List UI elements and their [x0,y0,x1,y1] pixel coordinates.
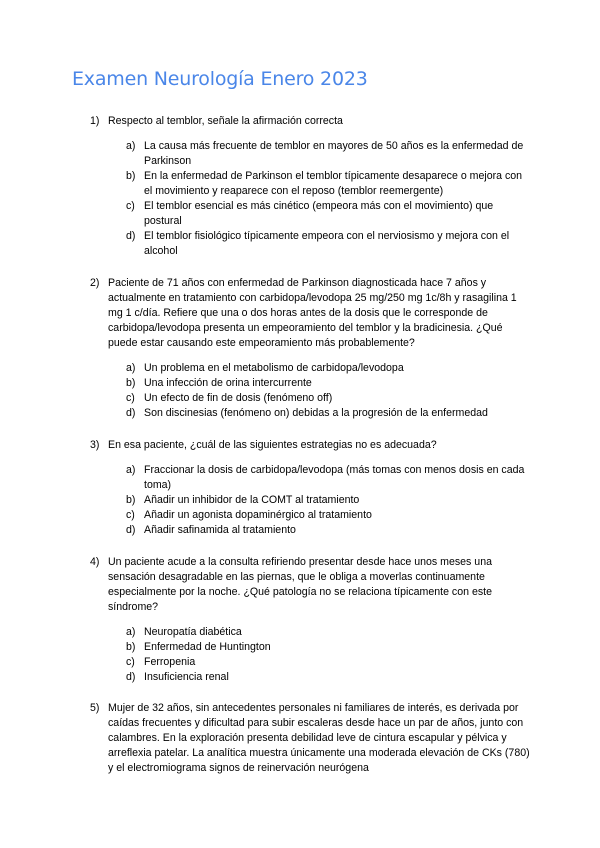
option-text: La causa más frecuente de temblor en mayores de 50 años es la enfermedad de Parkinson [144,140,524,167]
option-a [126,361,530,376]
option-letter: b) [126,641,136,653]
option-text: Una infección de orina intercurrente [144,377,312,389]
question-3 [90,438,530,538]
question-text: Respecto al temblor, señale la afirmación correcta [108,115,343,127]
option-letter: a) [126,464,136,476]
option-c [126,391,530,406]
option-list [126,463,530,538]
question-number: 2) [90,277,100,289]
question-1 [90,114,530,259]
option-text: Un problema en el metabolismo de carbidopa/levodopa [144,362,404,374]
option-d [126,229,530,259]
option-c [126,655,530,670]
question-number: 4) [90,556,100,568]
option-text: Fraccionar la dosis de carbidopa/levodopa (más tomas con menos dosis en cada toma) [144,464,525,491]
option-text: El temblor esencial es más cinético (empeora más con el movimiento) que postural [144,200,494,227]
option-letter: c) [126,392,135,404]
option-c [126,508,530,523]
option-letter: b) [126,170,136,182]
option-b [126,640,530,655]
option-c [126,199,530,229]
option-text: En la enfermedad de Parkinson el temblor típicamente desaparece o mejora con el movimiento y reaparece con el reposo (temblor reemergente) [144,170,523,197]
question-2 [90,276,530,421]
option-list [126,361,530,421]
option-list [126,139,530,259]
option-text: Ferropenia [144,656,196,668]
option-letter: d) [126,671,136,683]
question-text: Paciente de 71 años con enfermedad de Parkinson diagnosticada hace 7 años y actualmente en tratamiento con carbidopa/levodopa 25 mg/250 mg 1c/8h y rasagilina 1 mg 1 c/día. Refiere que una o dos horas antes de la dosis que le corresponde de carbidopa/levodopa presenta un empeoramiento del temblor y la bradicinesia. ¿Qué puede estar causando este empeoramiento más probablemente? [108,277,517,349]
option-text: Enfermedad de Huntington [144,641,271,653]
page-title: Examen Neurología Enero 2023 [72,68,368,90]
option-letter: a) [126,140,136,152]
question-number: 5) [90,702,100,714]
option-letter: a) [126,626,136,638]
question-number: 3) [90,439,100,451]
question-text: Mujer de 32 años, sin antecedentes personales ni familiares de interés, es derivada por caídas frecuentes y dificultad para subir escaleras desde hace un par de años, junto con calambres. En la exploración presenta debilidad leve de cintura escapular y pélvica y arreflexia patelar. La analítica muestra únicamente una moderada elevación de CKs (780) y el electromiograma signos de reinervación neurógena [108,702,530,774]
option-letter: b) [126,494,136,506]
option-a [126,139,530,169]
option-letter: a) [126,362,136,374]
option-letter: d) [126,524,136,536]
option-b [126,376,530,391]
option-d [126,523,530,538]
option-a [126,625,530,640]
option-d [126,670,530,685]
question-number: 1) [90,115,100,127]
option-letter: d) [126,230,136,242]
option-letter: d) [126,407,136,419]
option-b [126,493,530,508]
option-text: Son discinesias (fenómeno on) debidas a la progresión de la enfermedad [144,407,488,419]
option-a [126,463,530,493]
question-4 [90,555,530,685]
option-text: Añadir safinamida al tratamiento [144,524,296,536]
option-text: El temblor fisiológico típicamente empeora con el nerviosismo y mejora con el alcohol [144,230,510,257]
question-text: En esa paciente, ¿cuál de las siguientes estrategias no es adecuada? [108,439,437,451]
option-text: Un efecto de fin de dosis (fenómeno off) [144,392,333,404]
option-letter: c) [126,509,135,521]
question-5 [90,701,530,776]
option-b [126,169,530,199]
option-text: Insuficiencia renal [144,671,229,683]
question-text: Un paciente acude a la consulta refiriendo presentar desde hace unos meses una sensación desagradable en las piernas, que le obliga a moverlas continuamente especialmente por la noche. ¿Qué patología no se relaciona típicamente con este síndrome? [108,556,492,613]
option-letter: c) [126,200,135,212]
option-letter: b) [126,377,136,389]
option-letter: c) [126,656,135,668]
option-text: Neuropatía diabética [144,626,242,638]
option-text: Añadir un inhibidor de la COMT al tratamiento [144,494,360,506]
option-list [126,625,530,685]
option-text: Añadir un agonista dopaminérgico al tratamiento [144,509,372,521]
option-d [126,406,530,421]
